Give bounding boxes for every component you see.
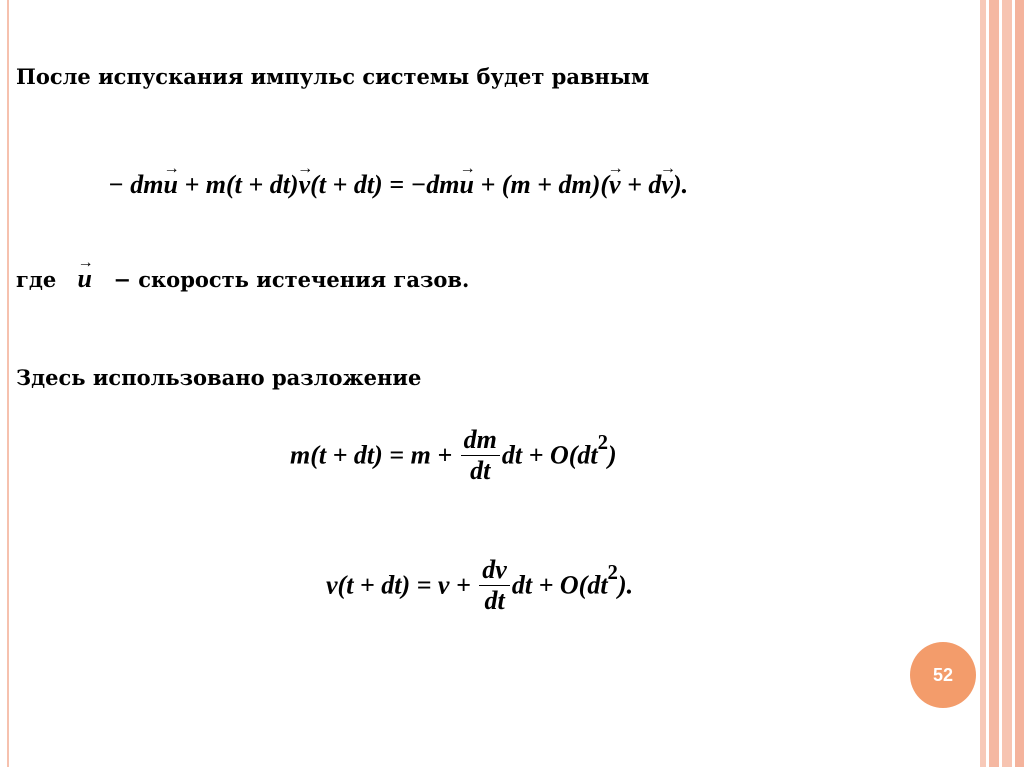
eq-part: dt + O(dt	[501, 440, 598, 470]
stripe	[1002, 0, 1012, 767]
page-number-badge: 52	[910, 642, 976, 708]
vector-u: → u	[78, 264, 92, 294]
velocity-expansion-equation	[326, 555, 634, 617]
numerator: dm	[463, 425, 497, 454]
where-symbol	[78, 264, 92, 293]
where-suffix: − скорость истечения газов.	[113, 267, 470, 292]
vector-v: → v	[609, 170, 621, 200]
denominator: dt	[461, 455, 500, 486]
left-border-line	[7, 0, 9, 767]
expansion-sentence: Здесь использовано разложение	[16, 365, 422, 390]
where-sentence	[16, 264, 469, 294]
eq-part: (t + dt) = −dm	[310, 170, 460, 199]
where-prefix: где	[16, 267, 57, 292]
eq-part: )	[608, 440, 617, 470]
intro-sentence: После испускания импульс системы будет равным	[16, 64, 650, 89]
eq-part: v(t + dt) = v +	[326, 570, 471, 600]
eq-part: m(t + dt) = m +	[290, 440, 453, 470]
stripe	[1015, 0, 1024, 767]
eq-part: + d	[620, 170, 662, 199]
vector-v: → v	[661, 170, 673, 200]
fraction	[479, 556, 510, 615]
eq-part: + (m + dm)(	[473, 170, 610, 199]
denominator: dt	[479, 585, 510, 616]
vector-v: → v	[299, 170, 311, 200]
eq-part: ).	[617, 570, 634, 600]
numerator: dv	[482, 555, 507, 584]
vector-u: → u	[460, 170, 474, 200]
eq-part: + m(t + dt)	[177, 170, 299, 199]
momentum-equation	[108, 170, 688, 200]
fraction	[461, 426, 500, 485]
eq-part: − dm	[108, 170, 164, 199]
exponent: 2	[607, 560, 618, 584]
eq-part: dt + O(dt	[511, 570, 608, 600]
exponent: 2	[597, 430, 609, 454]
right-decorative-stripes	[980, 0, 1024, 767]
eq-part: ).	[672, 170, 689, 199]
vector-u: → u	[163, 170, 177, 200]
stripe	[989, 0, 999, 767]
mass-expansion-equation	[290, 425, 617, 487]
